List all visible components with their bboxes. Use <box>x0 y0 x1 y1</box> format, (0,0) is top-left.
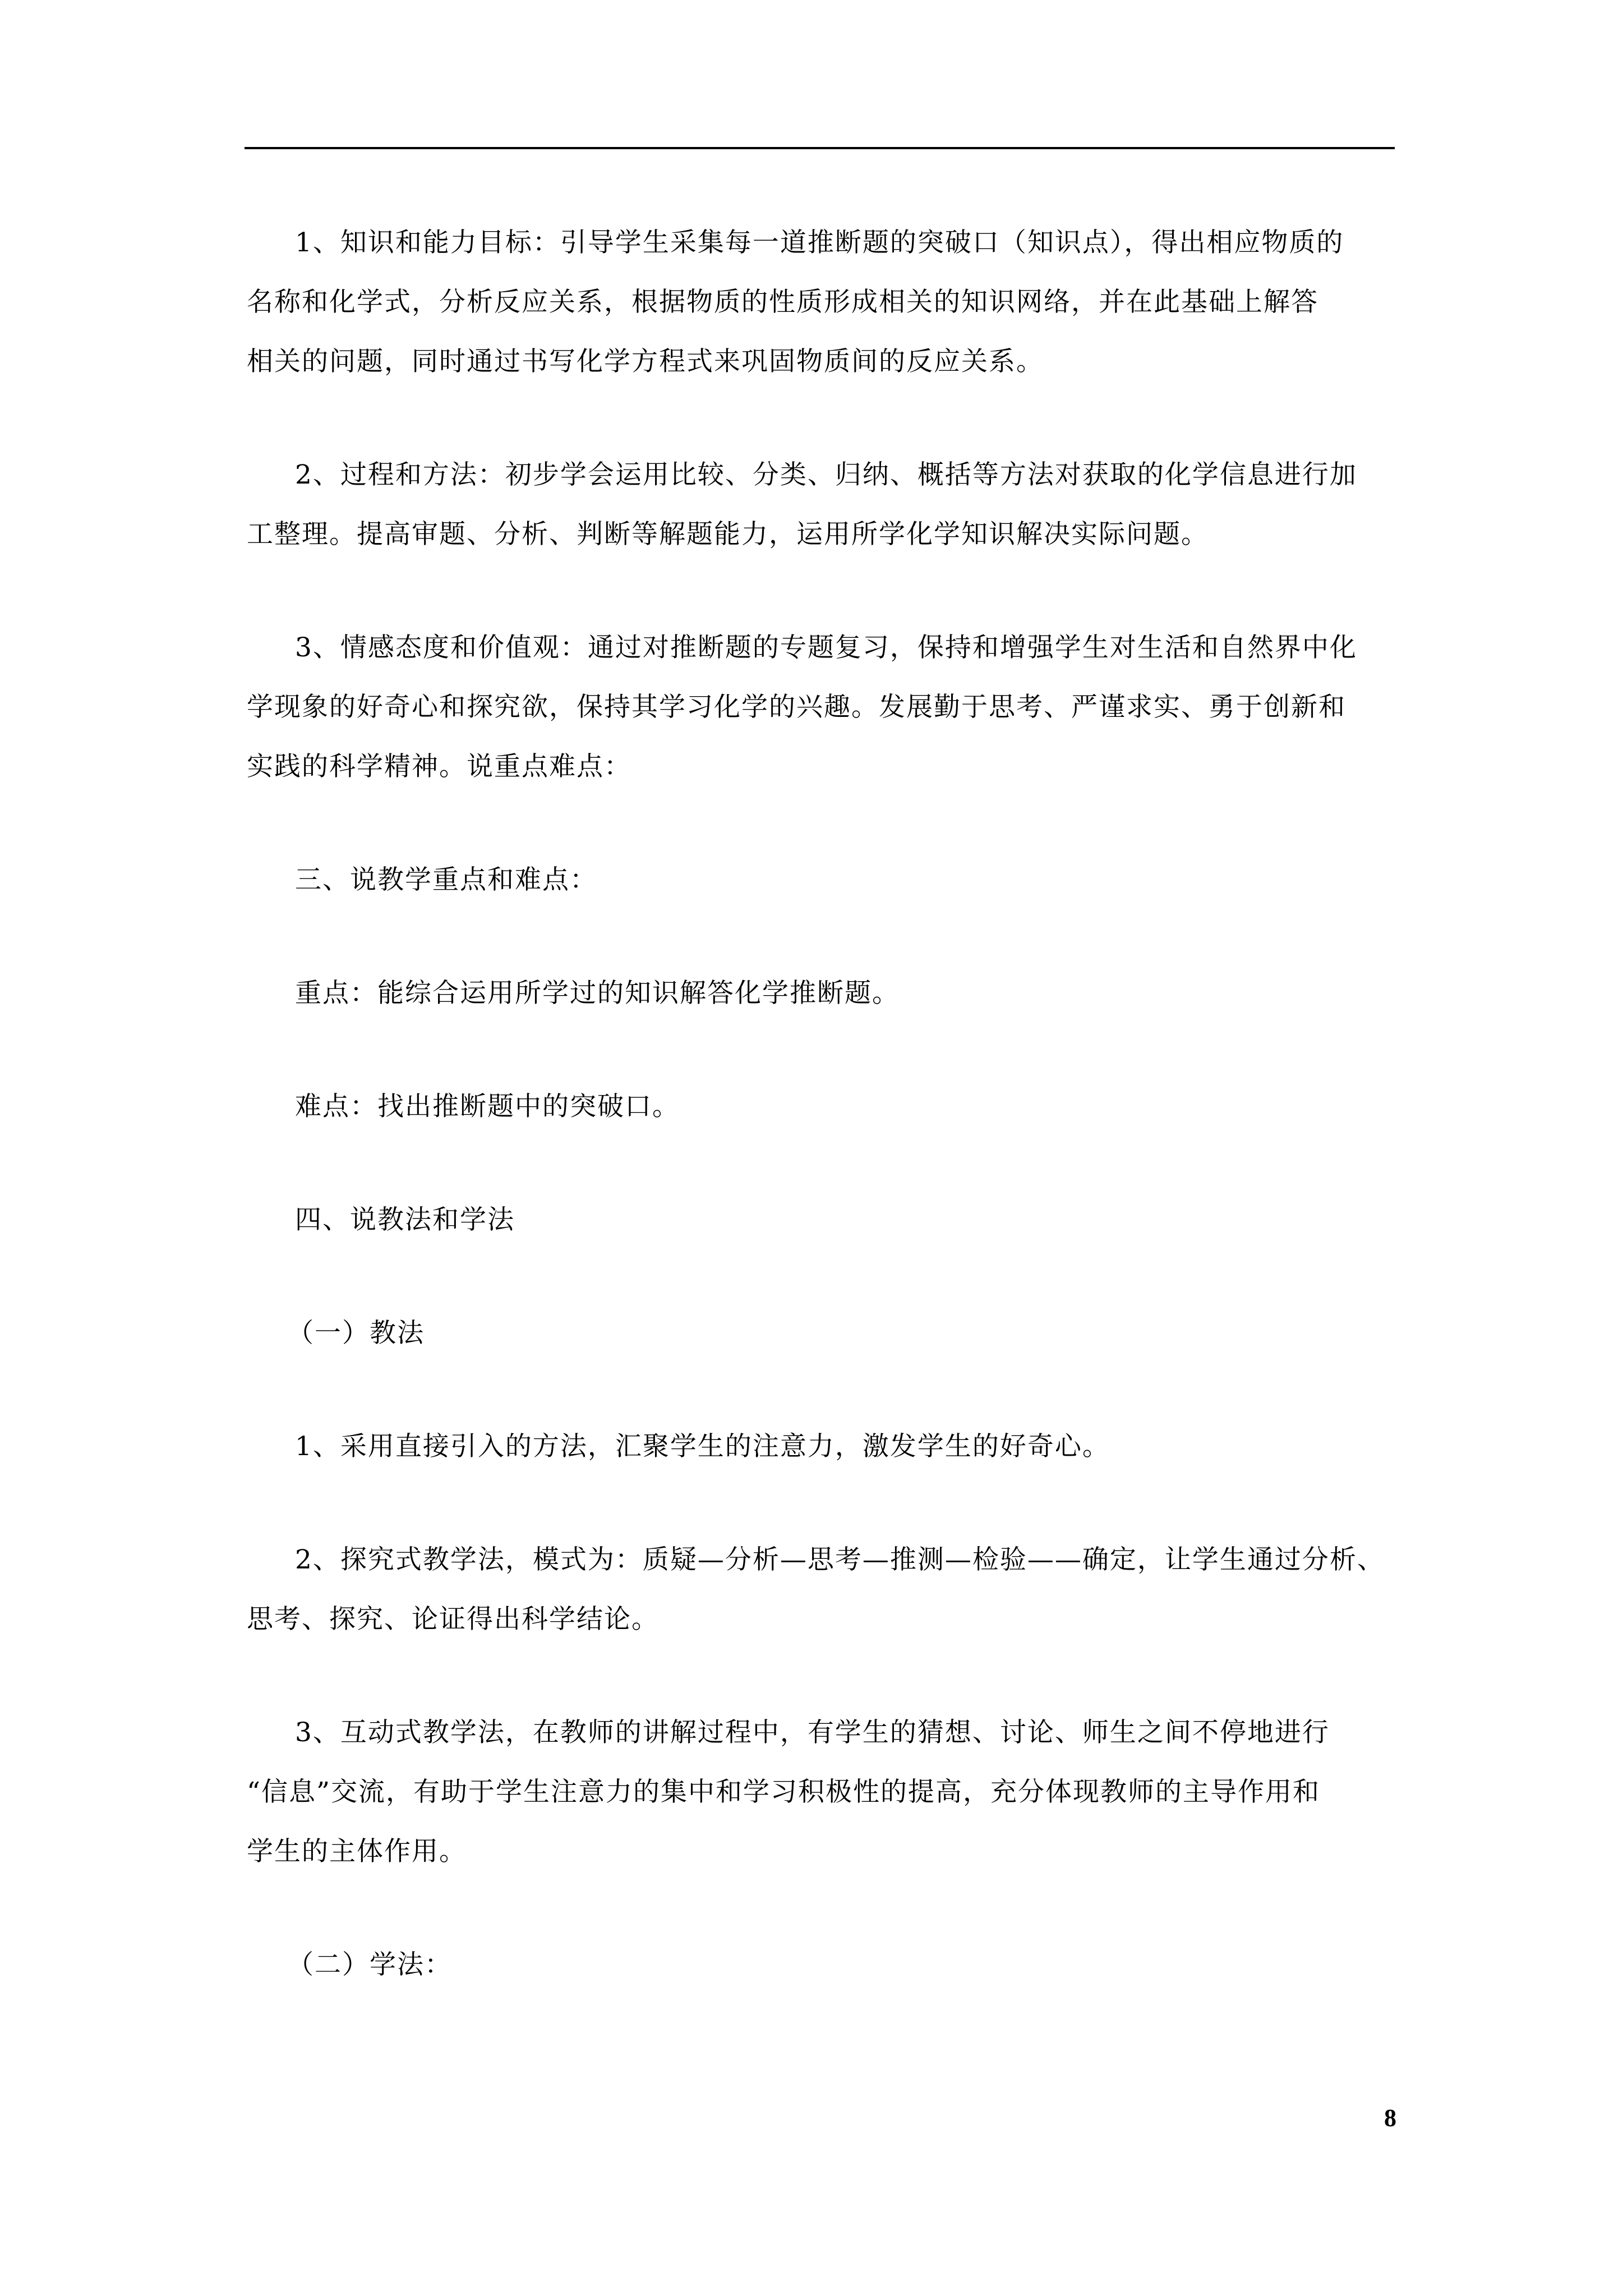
section-heading-methods <box>247 1190 1396 1250</box>
text-line: （一）教法 <box>287 1318 425 1349</box>
document-body <box>247 213 1396 2049</box>
subheading-teaching-method <box>247 1304 1396 1363</box>
text-line: 2、过程和方法：初步学会运用比较、分类、归纳、概括等方法对获取的化学信息进行加 <box>295 459 1357 490</box>
text-line: 相关的问题，同时通过书写化学方程式来巩固物质间的反应关系。 <box>247 346 1044 377</box>
text-line: 学现象的好奇心和探究欲，保持其学习化学的兴趣。发展勤于思考、严谨求实、勇于创新和 <box>247 692 1346 723</box>
text-line: 思考、探究、论证得出科学结论。 <box>247 1604 659 1635</box>
text-line: 名称和化学式，分析反应关系，根据物质的性质形成相关的知识网络，并在此基础上解答 <box>247 287 1318 318</box>
text-line: 1、知识和能力目标：引导学生采集每一道推断题的突破口（知识点），得出相应物质的 <box>295 227 1344 258</box>
paragraph-key-point <box>247 964 1396 1023</box>
paragraph-difficult-point <box>247 1077 1396 1137</box>
section-heading-key-difficult <box>247 850 1396 910</box>
header-rule <box>245 147 1395 149</box>
text-line: 学生的主体作用。 <box>247 1836 467 1867</box>
text-line: （二）学法： <box>287 1949 452 1980</box>
paragraph-knowledge-goal <box>247 213 1396 392</box>
text-line: 三、说教学重点和难点： <box>295 864 597 895</box>
text-line: 2、探究式教学法，模式为：质疑—分析—思考—推测—检验——确定，让学生通过分析、 <box>295 1544 1385 1575</box>
text-line: 3、互动式教学法，在教师的讲解过程中，有学生的猜想、讨论、师生之间不停地进行 <box>295 1717 1330 1748</box>
text-line: 难点：找出推断题中的突破口。 <box>295 1091 680 1122</box>
page-number: 8 <box>1384 2104 1396 2132</box>
text-line: 重点：能综合运用所学过的知识解答化学推断题。 <box>295 978 900 1009</box>
text-line: 3、情感态度和价值观：通过对推断题的专题复习，保持和增强学生对生活和自然界中化 <box>295 632 1357 663</box>
paragraph-method-3 <box>247 1703 1396 1881</box>
paragraph-method-2 <box>247 1530 1396 1649</box>
paragraph-process-method <box>247 445 1396 564</box>
text-line: “信息”交流，有助于学生注意力的集中和学习积极性的提高，充分体现教师的主导作用和 <box>247 1777 1321 1807</box>
paragraph-method-1 <box>247 1417 1396 1476</box>
paragraph-attitude-values <box>247 618 1396 797</box>
text-line: 1、采用直接引入的方法，汇聚学生的注意力，激发学生的好奇心。 <box>295 1431 1110 1462</box>
text-line: 实践的科学精神。说重点难点： <box>247 751 631 782</box>
text-line: 四、说教法和学法 <box>295 1204 515 1235</box>
text-line: 工整理。提高审题、分析、判断等解题能力，运用所学化学知识解决实际问题。 <box>247 519 1209 550</box>
subheading-learning-method <box>247 1935 1396 1995</box>
